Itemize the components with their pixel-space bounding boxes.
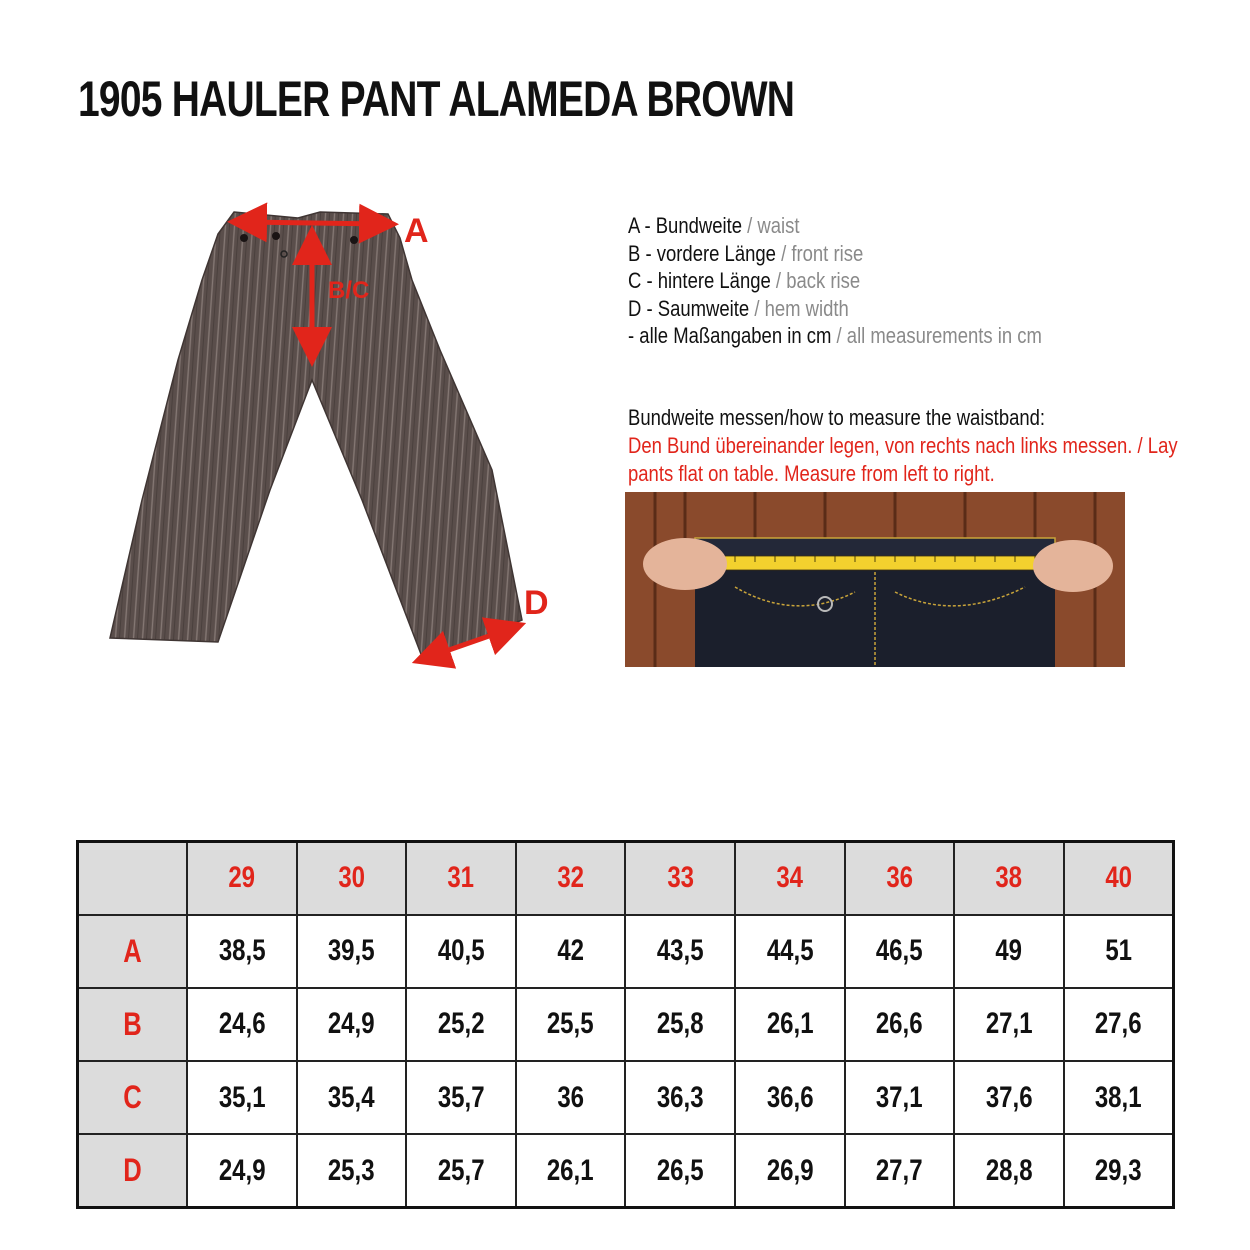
waist-arrow: [242, 222, 384, 224]
button: [272, 232, 280, 240]
table-cell: 36,6: [735, 1061, 845, 1134]
row-label: C: [78, 1061, 188, 1134]
size-header: 32: [516, 842, 626, 915]
table-cell: 51: [1064, 915, 1174, 988]
table-cell: 27,1: [954, 988, 1064, 1061]
table-cell: 25,7: [406, 1134, 516, 1207]
table-cell: 49: [954, 915, 1064, 988]
left-hand: [643, 538, 727, 590]
table-cell: 25,5: [516, 988, 626, 1061]
legend-line-d: D - Saumweite / hem width: [628, 295, 849, 321]
table-cell: 37,1: [845, 1061, 955, 1134]
howto-instruction: Den Bund übereinander legen, von rechts nach links messen. / Lay pants flat on table. Measure from left to right.: [628, 433, 1178, 486]
table-cell: 38,1: [1064, 1061, 1174, 1134]
size-header: 36: [845, 842, 955, 915]
table-row: [78, 988, 1174, 1061]
table-cell: 37,6: [954, 1061, 1064, 1134]
table-cell: 26,6: [845, 988, 955, 1061]
row-label: D: [78, 1134, 188, 1207]
table-cell: 24,9: [187, 1134, 297, 1207]
right-hand: [1033, 540, 1113, 592]
table-cell: 24,6: [187, 988, 297, 1061]
table-cell: 26,1: [516, 1134, 626, 1207]
table-cell: 36: [516, 1061, 626, 1134]
size-header: 29: [187, 842, 297, 915]
table-row: [78, 915, 1174, 988]
table-cell: 35,7: [406, 1061, 516, 1134]
label-bc: B/C: [328, 277, 370, 304]
label-d: D: [524, 584, 549, 622]
row-label: A: [78, 915, 188, 988]
table-cell: 38,5: [187, 915, 297, 988]
size-header: 31: [406, 842, 516, 915]
button: [240, 234, 248, 242]
table-cell: 43,5: [625, 915, 735, 988]
table-cell: 27,6: [1064, 988, 1174, 1061]
size-header: 38: [954, 842, 1064, 915]
legend-line-b: B - vordere Länge / front rise: [628, 240, 864, 266]
table-cell: 29,3: [1064, 1134, 1174, 1207]
label-a: A: [404, 212, 429, 250]
table-cell: 26,5: [625, 1134, 735, 1207]
table-cell: 40,5: [406, 915, 516, 988]
table-cell: 25,3: [297, 1134, 407, 1207]
size-header: 40: [1064, 842, 1174, 915]
table-cell: 25,8: [625, 988, 735, 1061]
table-cell: 26,1: [735, 988, 845, 1061]
legend-line-a: A - Bundweite / waist: [628, 213, 800, 238]
measuring-photo: [625, 492, 1125, 667]
table-cell: 35,1: [187, 1061, 297, 1134]
table-cell: 35,4: [297, 1061, 407, 1134]
table-cell: 25,2: [406, 988, 516, 1061]
howto-heading: Bundweite messen/how to measure the waistband:: [628, 405, 1046, 430]
corner-cell: [78, 842, 188, 915]
page-title: 1905 HAULER PANT ALAMEDA BROWN: [78, 71, 795, 127]
table-row: [78, 1134, 1174, 1207]
table-cell: 27,7: [845, 1134, 955, 1207]
table-cell: 42: [516, 915, 626, 988]
legend-line-units: - alle Maßangaben in cm / all measurements in cm: [628, 323, 1042, 348]
pants-diagram: [100, 200, 580, 680]
size-header-row: [78, 842, 1174, 915]
size-header: 30: [297, 842, 407, 915]
table-cell: 44,5: [735, 915, 845, 988]
table-cell: 46,5: [845, 915, 955, 988]
table-cell: 28,8: [954, 1134, 1064, 1207]
size-table: [76, 840, 1175, 1209]
legend-line-c: C - hintere Länge / back rise: [628, 268, 861, 293]
table-row: [78, 1061, 1174, 1134]
waistband-instructions: [628, 404, 1182, 488]
button: [350, 236, 358, 244]
size-header: 33: [625, 842, 735, 915]
table-cell: 36,3: [625, 1061, 735, 1134]
row-label: B: [78, 988, 188, 1061]
table-cell: 24,9: [297, 988, 407, 1061]
pants-silhouette: [110, 212, 522, 662]
measurement-legend: [628, 212, 1042, 350]
table-cell: 39,5: [297, 915, 407, 988]
table-cell: 26,9: [735, 1134, 845, 1207]
size-header: 34: [735, 842, 845, 915]
